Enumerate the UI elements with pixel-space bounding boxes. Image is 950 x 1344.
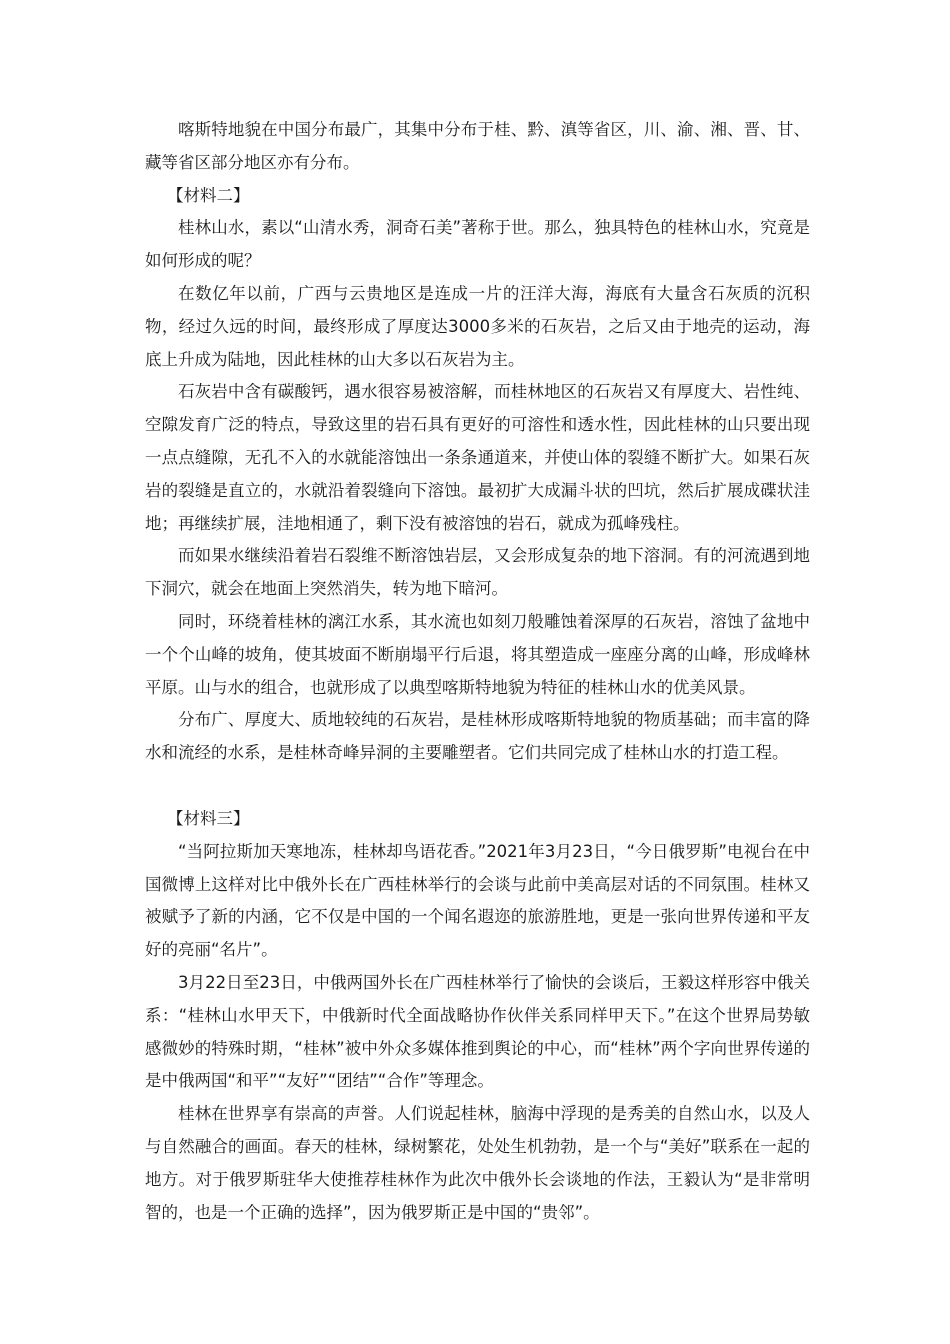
- paragraph-guilin-question: 桂林山水，素以“山清水秀，洞奇石美”著称于世。那么，独具特色的桂林山水，究竟是如何形成的呢？: [145, 218, 810, 271]
- blank-line: [145, 770, 810, 803]
- paragraph-karst-distribution: 喀斯特地貌在中国分布最广，其集中分布于桂、黔、滇等省区，川、渝、湘、晋、甘、藏等省区部分地区亦有分布。: [145, 120, 810, 172]
- document-body: [145, 114, 810, 1229]
- paragraph-lijiang-river: 同时，环绕着桂林的漓江水系，其水流也如刻刀般雕蚀着深厚的石灰岩，溶蚀了盆地中一个个山峰的坡角，使其坡面不断崩塌平行后退，将其塑造成一座座分离的山峰，形成峰林平原。山与水的组合，也就形成了以典型喀斯特地貌为特征的桂林山水的优美风景。: [145, 611, 810, 697]
- paragraph-underground-caves: 而如果水继续沿着岩石裂维不断溶蚀岩层，又会形成复杂的地下溶洞。有的河流遇到地下洞穴，就会在地面上突然消失，转为地下暗河。: [145, 546, 810, 599]
- paragraph-dissolution-process: 石灰岩中含有碳酸钙，遇水很容易被溶解，而桂林地区的石灰岩又有厚度大、岩性纯、空隙发育广泛的特点，导致这里的岩石具有更好的可溶性和透水性，因此桂林的山只要出现一点点缝隙，无孔不入的水就能溶蚀出一条条通道来，并使山体的裂缝不断扩大。如果石灰岩的裂缝是直立的，水就沿着裂缝向下溶蚀。最初扩大成漏斗状的凹坑，然后扩展成碟状洼地；再继续扩展，洼地相通了，剩下没有被溶蚀的岩石，就成为孤峰残柱。: [145, 382, 810, 533]
- paragraph-limestone-formation: 在数亿年以前，广西与云贵地区是连成一片的汪洋大海，海底有大量含石灰质的沉积物，经过久远的时间，最终形成了厚度达3000多米的石灰岩，之后又由于地壳的运动，海底上升成为陆地，因此桂林的山大多以石灰岩为主。: [145, 283, 810, 369]
- paragraph-foreign-ministers: 3月22日至23日，中俄两国外长在广西桂林举行了愉快的会谈后，王毅这样形容中俄关系：“桂林山水甲天下，中俄新时代全面战略协作伙伴关系同样甲天下。”在这个世界局势敏感微妙的特殊时期，“桂林”被中外众多媒体推到舆论的中心，而“桂林”两个字向世界传递的是中俄两国“和平”“友好”“团结”“合作”等理念。: [145, 972, 810, 1091]
- heading-material-three: 【材料三】: [167, 808, 250, 828]
- paragraph-guilin-reputation: 桂林在世界享有崇高的声誉。人们说起桂林，脑海中浮现的是秀美的自然山水，以及人与自然融合的画面。春天的桂林，绿树繁花，处处生机勃勃，是一个与“美好”联系在一起的地方。对于俄罗斯驻华大使推荐桂林作为此次中俄外长会谈地的作法，王毅认为“是非常明智的，也是一个正确的选择”，因为俄罗斯正是中国的“贵邻”。: [145, 1104, 810, 1222]
- heading-material-two: 【材料二】: [167, 185, 250, 205]
- paragraph-rt-broadcast: “当阿拉斯加天寒地冻，桂林却鸟语花香。”2021年3月23日，“今日俄罗斯”电视台在中国微博上这样对比中俄外长在广西桂林举行的会谈与此前中美高层对话的不同氛围。桂林又被赋予了新的内涵，它不仅是中国的一个闻名遐迩的旅游胜地，更是一张向世界传递和平友好的亮丽“名片”。: [145, 841, 810, 960]
- paragraph-summary: 分布广、厚度大、质地较纯的石灰岩，是桂林形成喀斯特地貌的物质基础；而丰富的降水和流经的水系，是桂林奇峰异洞的主要雕塑者。它们共同完成了桂林山水的打造工程。: [145, 710, 810, 763]
